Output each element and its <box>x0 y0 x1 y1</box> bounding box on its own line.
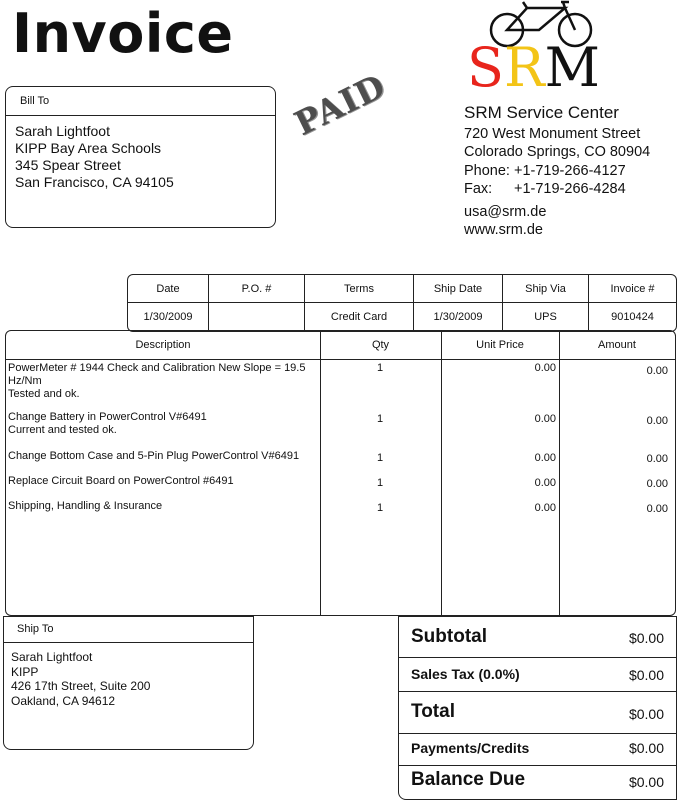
item-qty: 1 <box>376 452 384 464</box>
company-address <box>464 104 650 240</box>
payments-row <box>399 733 676 766</box>
company-website: www.srm.de <box>464 222 543 238</box>
bill-to-line: Sarah Lightfoot <box>15 123 110 139</box>
bill-to-line: 345 Spear Street <box>15 157 121 173</box>
ship-to-line: Sarah Lightfoot <box>11 650 93 664</box>
total-value: $0.00 <box>628 706 664 722</box>
balance-due-label: Balance Due <box>411 769 526 790</box>
item-unit-price: 0.00 <box>534 502 556 514</box>
header-ship-date: Ship Date <box>414 275 503 303</box>
item-description: Change Battery in PowerControl V#6491 <box>8 411 207 423</box>
item-unit-price: 0.00 <box>534 413 556 425</box>
invoice-info-table <box>127 274 677 332</box>
balance-due-value: $0.00 <box>628 774 664 790</box>
header-invoice-number: Invoice # <box>589 275 677 303</box>
total-row <box>399 691 676 734</box>
company-street: 720 West Monument Street <box>464 125 641 142</box>
totals-box <box>398 616 677 800</box>
value-date: 1/30/2009 <box>128 303 209 332</box>
value-po <box>209 303 305 332</box>
item-description: Change Bottom Case and 5-Pin Plug PowerControl V#6491 <box>8 450 300 462</box>
bill-to-label: Bill To <box>20 95 50 107</box>
value-ship-via: UPS <box>503 303 589 332</box>
value-invoice-number: 9010424 <box>589 303 677 332</box>
value-ship-date: 1/30/2009 <box>414 303 503 332</box>
column-qty: Qty <box>371 339 390 351</box>
fax-label: Fax: <box>464 181 493 197</box>
item-amount: 0.00 <box>646 365 668 377</box>
ship-to-box <box>3 616 254 750</box>
column-unit-price: Unit Price <box>476 339 524 351</box>
payments-label: Payments/Credits <box>411 740 530 756</box>
item-amount: 0.00 <box>646 415 668 427</box>
sales-tax-label: Sales Tax (0.0%) <box>411 666 520 682</box>
item-description: Current and tested ok. <box>8 424 117 436</box>
logo-letter-m: M <box>544 36 600 99</box>
ship-to-line: Oakland, CA 94612 <box>11 693 116 708</box>
item-amount: 0.00 <box>646 453 668 465</box>
subtotal-row <box>399 617 676 658</box>
total-label: Total <box>411 701 455 722</box>
column-amount: Amount <box>598 339 636 351</box>
header-date: Date <box>128 275 209 303</box>
phone-value: +1-719-266-4127 <box>514 162 626 179</box>
company-name: SRM Service Center <box>464 103 619 122</box>
item-qty: 1 <box>376 502 384 514</box>
item-qty: 1 <box>376 413 384 425</box>
header-ship-via: Ship Via <box>503 275 589 303</box>
company-city: Colorado Springs, CO 80904 <box>464 144 651 160</box>
ship-to-line: KIPP <box>11 664 39 679</box>
bill-to-address <box>15 123 174 191</box>
fax-value: +1-719-266-4284 <box>514 181 626 197</box>
payments-value: $0.00 <box>628 740 664 756</box>
ship-to-label: Ship To <box>17 623 54 635</box>
sales-tax-value: $0.00 <box>628 667 664 683</box>
item-description: Tested and ok. <box>8 388 80 400</box>
column-description: Description <box>135 339 191 351</box>
balance-due-row <box>399 765 676 801</box>
item-qty: 1 <box>376 477 384 489</box>
item-unit-price: 0.00 <box>534 452 556 464</box>
item-unit-price: 0.00 <box>534 477 556 489</box>
srm-logo <box>465 0 625 100</box>
company-email: usa@srm.de <box>464 203 547 220</box>
item-description: PowerMeter # 1944 Check and Calibration New Slope = 19.5 <box>8 362 306 374</box>
value-terms: Credit Card <box>305 303 414 332</box>
item-description: Shipping, Handling & Insurance <box>8 500 163 512</box>
subtotal-value: $0.00 <box>628 630 664 646</box>
sales-tax-row <box>399 657 676 692</box>
bill-to-box <box>5 86 276 228</box>
ship-to-line: 426 17th Street, Suite 200 <box>11 679 151 693</box>
logo-letter-r: R <box>504 36 545 99</box>
item-qty: 1 <box>376 362 384 374</box>
paid-stamp: PAID <box>288 65 392 144</box>
bill-to-line: KIPP Bay Area Schools <box>15 140 162 156</box>
item-amount: 0.00 <box>646 503 668 515</box>
phone-label: Phone: <box>464 162 510 179</box>
item-description: Replace Circuit Board on PowerControl #6491 <box>8 475 234 487</box>
item-description: Hz/Nm <box>8 375 42 387</box>
item-amount: 0.00 <box>646 478 668 490</box>
header-po: P.O. # <box>209 275 305 303</box>
bill-to-line: San Francisco, CA 94105 <box>15 174 174 190</box>
invoice-title: Invoice <box>12 2 234 65</box>
header-terms: Terms <box>305 275 414 303</box>
item-unit-price: 0.00 <box>534 362 556 374</box>
ship-to-address <box>11 650 150 708</box>
subtotal-label: Subtotal <box>411 626 487 647</box>
logo-letter-s: S <box>467 36 504 99</box>
line-items-table <box>5 330 676 616</box>
